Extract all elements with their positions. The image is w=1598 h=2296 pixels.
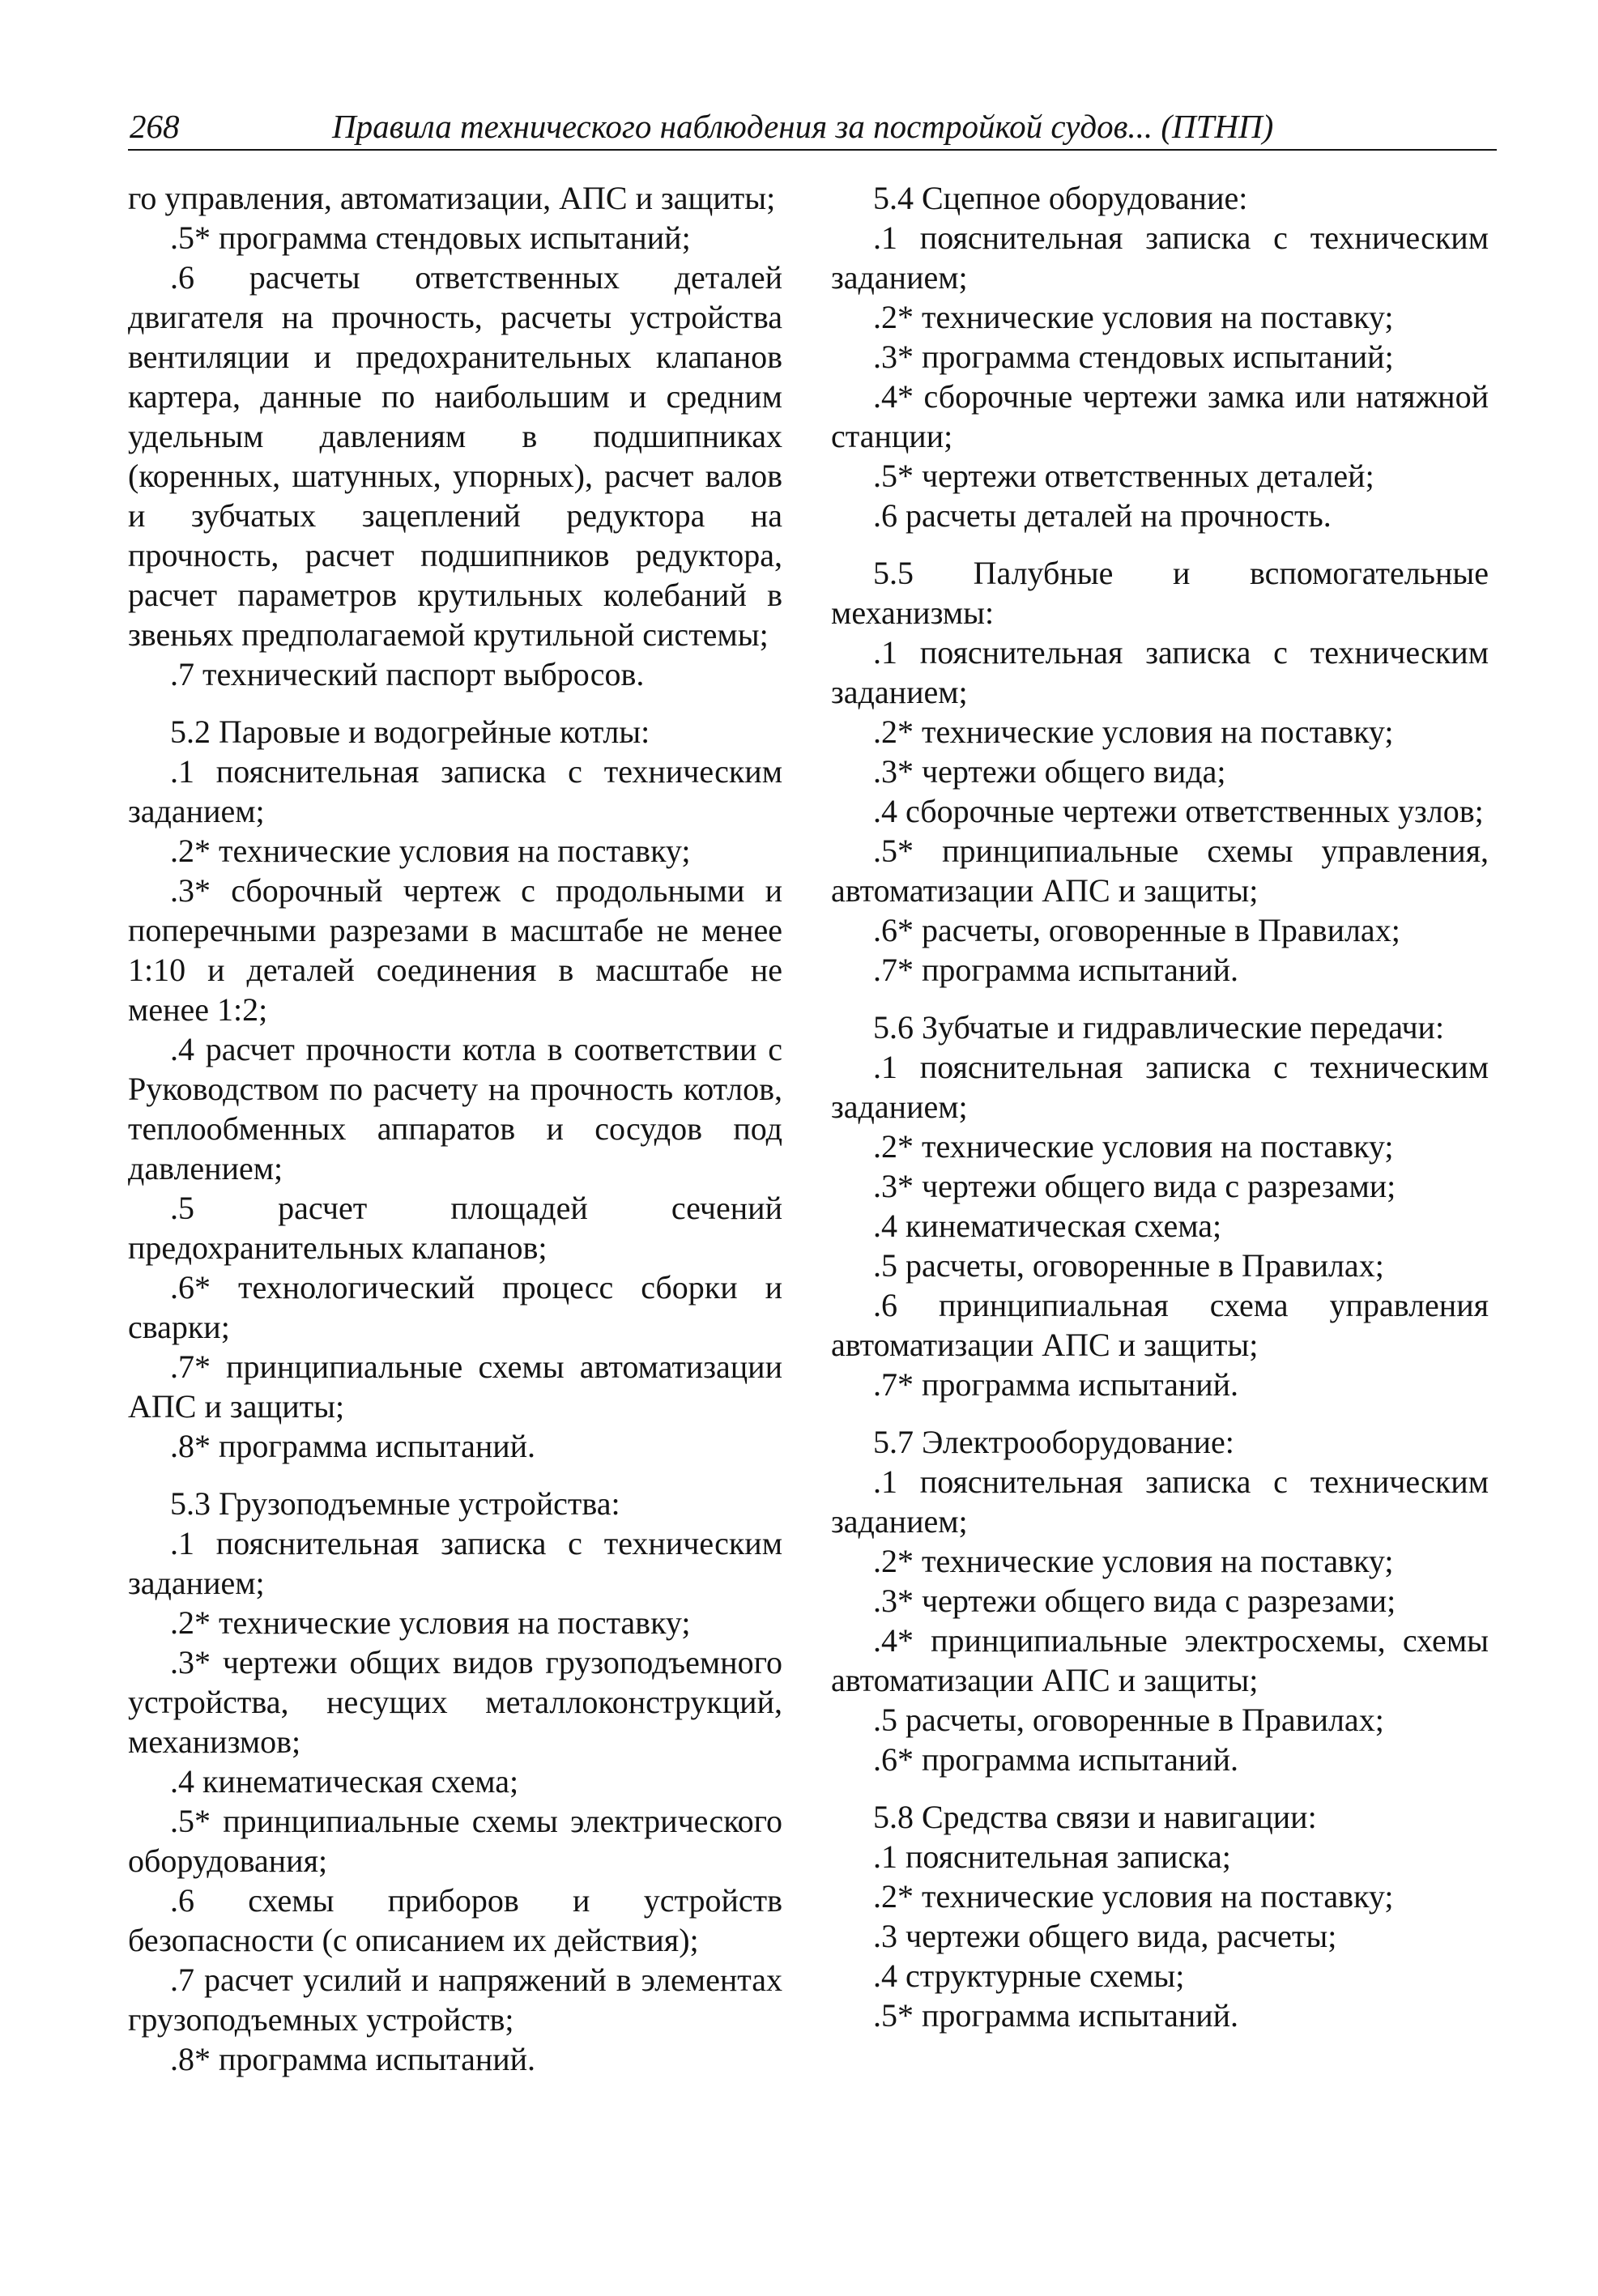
list-item: .7* программа испытаний. — [873, 1366, 1239, 1403]
running-header — [128, 107, 1497, 149]
list-item: .1 пояснительная записка с техническим заданием; — [831, 219, 1489, 296]
list-item: .4 структурные схемы; — [873, 1957, 1185, 1994]
paragraph: го управления, автоматизации, АПС и защиты; — [128, 180, 776, 216]
right-column — [831, 178, 1489, 2035]
list-item: .3 чертежи общего вида, расчеты; — [873, 1918, 1337, 1954]
list-item: .2* технические условия на поставку; — [873, 299, 1394, 335]
running-title: Правила технического наблюдения за постройкой судов... (ПТНП) — [332, 108, 1274, 145]
list-item: .5* принципиальные схемы управления, автоматизации АПС и защиты; — [831, 833, 1489, 909]
list-item: .1 пояснительная записка с техническим заданием; — [128, 1525, 782, 1601]
list-item: .3* программа стендовых испытаний; — [873, 339, 1394, 375]
page-number: 268 — [130, 108, 180, 145]
list-item: .1 пояснительная записка с техническим заданием; — [128, 753, 782, 829]
list-item: .5* принципиальные схемы электрического оборудования; — [128, 1803, 782, 1879]
list-item: .1 пояснительная записка с техническим заданием; — [831, 1049, 1489, 1125]
section-heading: 5.5 Палубные и вспомогательные механизмы: — [831, 555, 1489, 631]
section-heading: 5.3 Грузоподъемные устройства: — [170, 1485, 620, 1522]
list-item: .4* сборочные чертежи замка или натяжной станции; — [831, 378, 1489, 454]
list-item: .4* принципиальные электросхемы, схемы автоматизации АПС и защиты; — [831, 1622, 1489, 1698]
list-item: .4 сборочные чертежи ответственных узлов; — [873, 793, 1484, 829]
list-item: .7* программа испытаний. — [873, 952, 1239, 988]
section-heading: 5.4 Сцепное оборудование: — [873, 180, 1248, 216]
list-item: .7 расчет усилий и напряжений в элементах грузоподъемных устройств; — [128, 1962, 782, 2038]
list-item: .6 схемы приборов и устройств безопасности (с описанием их действия); — [128, 1882, 782, 1958]
list-item: .7* принципиальные схемы автоматизации АПС и защиты; — [128, 1348, 782, 1425]
list-item: .3* сборочный чертеж с продольными и поперечными разрезами в масштабе не менее 1:10 и деталей соединения в масштабе не менее 1:2; — [128, 872, 782, 1028]
list-item: .6 расчеты деталей на прочность. — [873, 497, 1332, 534]
list-item: .2* технические условия на поставку; — [873, 1128, 1394, 1165]
list-item: .5 расчет площадей сечений предохранительных клапанов; — [128, 1190, 782, 1266]
list-item: .1 пояснительная записка с техническим заданием; — [831, 634, 1489, 710]
list-item: .1 пояснительная записка с техническим заданием; — [831, 1463, 1489, 1540]
list-item: .3* чертежи общего вида с разрезами; — [873, 1168, 1396, 1204]
list-item: .2* технические условия на поставку; — [170, 833, 691, 869]
list-item: .8* программа испытаний. — [170, 2041, 536, 2077]
list-item: .1 пояснительная записка; — [873, 1838, 1231, 1875]
list-item: .6* программа испытаний. — [873, 1741, 1239, 1778]
list-item: .2* технические условия на поставку; — [873, 714, 1394, 750]
list-item: .3* чертежи общего вида с разрезами; — [873, 1582, 1396, 1619]
list-item: .2* технические условия на поставку; — [873, 1878, 1394, 1915]
section-heading: 5.7 Электрооборудование: — [873, 1424, 1234, 1460]
list-item: .4 кинематическая схема; — [170, 1763, 519, 1800]
list-item: .2* технические условия на поставку; — [170, 1604, 691, 1641]
list-item: .3* чертежи общих видов грузоподъемного устройства, несущих металлоконструкций, механизмов; — [128, 1644, 782, 1760]
list-item: .7 технический паспорт выбросов. — [170, 656, 645, 692]
section-heading: 5.6 Зубчатые и гидравлические передачи: — [873, 1009, 1445, 1046]
section-heading: 5.8 Средства связи и навигации: — [873, 1799, 1317, 1835]
list-item: .2* технические условия на поставку; — [873, 1543, 1394, 1579]
list-item: .5* программа испытаний. — [873, 1997, 1239, 2034]
list-item: .5 расчеты, оговоренные в Правилах; — [873, 1247, 1384, 1284]
list-item: .6* технологический процесс сборки и сварки; — [128, 1269, 782, 1345]
section-heading: 5.2 Паровые и водогрейные котлы: — [170, 714, 650, 750]
left-column — [128, 178, 782, 2079]
list-item: .4 кинематическая схема; — [873, 1208, 1222, 1244]
list-item: .6 принципиальная схема управления автоматизации АПС и защиты; — [831, 1287, 1489, 1363]
list-item: .6 расчеты ответственных деталей двигателя на прочность, расчеты устройства вентиляции и предохранительных клапанов картера, данные по наибольшим и средним удельным давлениям в подшипниках (коренных, шатунных, упорных), расчет валов и зубчатых зацеплений редуктора на прочность, расчет подшипников редуктора, расчет параметров крутильных колебаний в звеньях предполагаемой крутильной системы; — [128, 259, 782, 653]
header-rule — [128, 149, 1497, 151]
list-item: .5* программа стендовых испытаний; — [170, 219, 691, 256]
list-item: .5 расчеты, оговоренные в Правилах; — [873, 1702, 1384, 1738]
list-item: .6* расчеты, оговоренные в Правилах; — [873, 912, 1400, 948]
list-item: .3* чертежи общего вида; — [873, 753, 1226, 790]
list-item: .4 расчет прочности котла в соответствии с Руководством по расчету на прочность котлов, теплообменных аппаратов и сосудов под давлением; — [128, 1031, 782, 1186]
list-item: .8* программа испытаний. — [170, 1428, 536, 1464]
list-item: .5* чертежи ответственных деталей; — [873, 458, 1374, 494]
